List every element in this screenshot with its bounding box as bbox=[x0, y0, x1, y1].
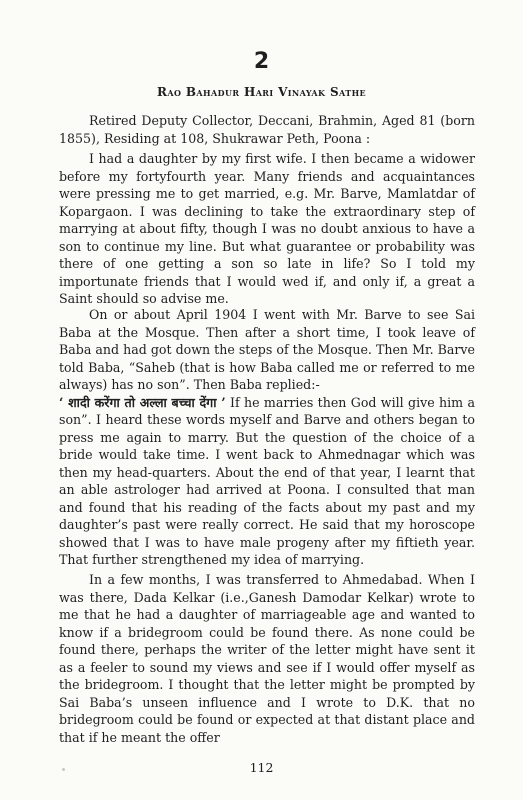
paragraph-intro: Retired Deputy Collector, Deccani, Brahmin, Aged 81 (born 1855), Residing at 108, Shukrawar Peth, Poona : bbox=[59, 113, 475, 146]
chapter-title: Rao Bahadur Hari Vinayak Sathe bbox=[156, 85, 367, 99]
chapter-number: 2 bbox=[253, 49, 270, 74]
paragraph-widower: I had a daughter by my first wife. I then became a widower before my fortyfourth year. Many friends and acquaintances were pressing me to get married, e.g. Mr. Barve, Mamlatdar of Kopargaon. I was declining to take the extraordinary step of marrying at about fifty, though I was no doubt anxious to have a son to continue my line. But what guarantee or probability was there of one getting a son so late in life? So I told my importunate friends that I would wed if, and only if, a great a Saint should so advise me. bbox=[59, 151, 475, 306]
hindi-quote: ‘ शादी करेंगा तो अल्ला बच्चा देंगा ’ bbox=[59, 394, 226, 410]
paragraph-baba-visit bbox=[59, 306, 475, 569]
paragraph-baba-visit-continued: If he marries then God will give him a son”. I heard these words myself and Barve and others began to press me again to marry. But the question of the choice of a bride would take time. I went back to Ahmednagar which was then my head-quarters. About the end of that year, I learnt that an able astrologer had arrived at Poona. I consulted that man and found that his reading of the facts about my past and my daughter’s past were really correct. He said that my horoscope showed that I was to have male progeny after my fiftieth year. That further strengthened my idea of marrying. bbox=[59, 394, 475, 567]
page-number: 112 bbox=[249, 760, 274, 775]
paragraph-ahmedabad: In a few months, I was transferred to Ahmedabad. When I was there, Dada Kelkar (i.e.,Ganesh Damodar Kelkar) wrote to me that he had a daughter of marriageable age and wanted to know if a bridegroom could be found there. As none could be found there, perhaps the writer of the letter might have sent it as a feeler to sound my views and see if I would offer myself as the bridegroom. I thought that the letter might be prompted by Sai Baba’s unseen influence and I wrote to D.K. that no bridegroom could be found or expected at that distant place and that if he meant the offer bbox=[59, 572, 475, 745]
paragraph-baba-visit-text: On or about April 1904 I went with Mr. Barve to see Sai Baba at the Mosque. Then after a short time, I took leave of Baba and had got down the steps of the Mosque. Then Mr. Barve told Baba, “Saheb (that is how Baba called me or referred to me always) has no son”. Then Baba replied:- bbox=[59, 307, 475, 392]
